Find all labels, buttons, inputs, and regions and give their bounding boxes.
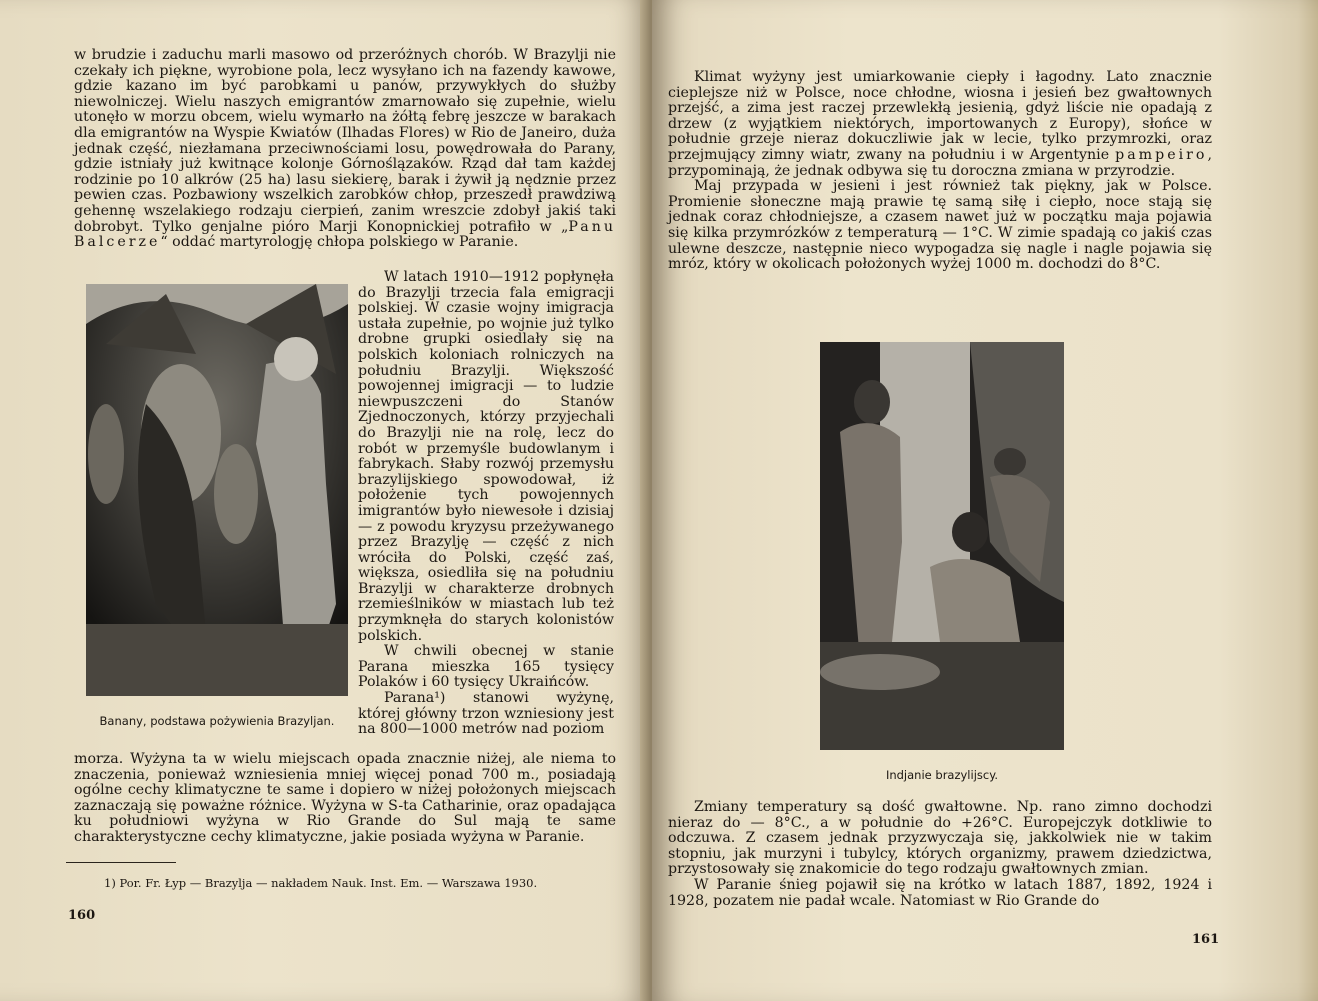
indians-caption: Indjanie brazylijscy. [885,768,999,782]
indians-photo [820,342,1064,750]
bananas-caption: Banany, podstawa pożywienia Brazyljan. [99,714,335,728]
right-top-paragraphs: Klimat wyżyny jest umiarkowanie ciepły i łagodny. Lato znacznie cieplejsze niż w Polsce, noce chłodne, wiosna i jesień bez gwałtownych przejść, a zima jest raczej przewlekłą jesienią, gdyż liście nie opadają z drzew (z wyjątkiem niektórych, importowanych z Europy), słońce w południe grzeje nieraz dokuczliwie jak w lecie, tylko przymrozki, oraz przejmujący zimny wiatr, zwany na południu i w Argentynie pampeiro, przypominają, że jednak odbywa się tu doroczna zmiana w przyrodzie. Maj przypada w jesieni i jest również tak piękny, jak w Polsce. Promienie słoneczne mają prawie tę samą siłę i ciepło, noce stają się jednak coraz chłodniejsze, a czasem nawet już w początku maja pojawia się kilka przymrózków z temperaturą — 1°C. W zimie spadają co jakiś czas ulewne deszcze, następnie nieco wypogadza się nagle i nagle pojawia się mróz, który w okolicach położonych wyżej 1000 m. dochodzi do 8°C. [668,69,1212,273]
footnote: 1) Por. Fr. Łyp — Brazylja — nakładem Nauk. Inst. Em. — Warszawa 1930. [104,876,538,890]
left-top-paragraph: w brudzie i zaduchu marli masowo od przeróżnych chorób. W Brazylji nie czekały ich piękne, wyrobione pola, lecz wysyłano ich na fazendy kawowe, gdzie kazano im być parobkami u panów, przywykłych do służby niewolniczej. Wielu naszych emigrantów zmarnowało się zupełnie, wielu utonęło w morzu obcem, wielu wymarło na żółtą febrę jeszcze w barakach dla emigrantów na Wyspie Kwiatów (Ilhadas Flores) w Rio de Janeiro, duża jednak część, niezłamana przeciwnościami losu, powędrowała do Parany, gdzie istniały już kwitnące kolonje Górnoślązaków. Rząd dał tam każdej rodzinie po 10 alkrów (25 ha) lasu siekierę, barak i żywił ją nędznie przez pewien czas. Pozbawiony wszelkich zarobków chłop, przeszedł prawdziwą gehennę wszelakiego rodzaju cierpień, zanim wreszcie zdobył jakiś taki dobrobyt. Tylko genjalne pióro Marji Konopnickiej potrafiło w „Panu Balcerze“ oddać martyrologję chłopa polskiego w Paranie. [74,47,616,251]
bananas-photo [86,284,348,696]
left-page [0,0,652,1001]
right-bottom-paragraphs: Zmiany temperatury są dość gwałtowne. Np. rano zimno dochodzi nieraz do — 8°C., a w południe do +26°C. Europejczyk dotkliwie to odczuwa. Z czasem jednak przyzwyczaja się, jakkolwiek nie w takim stopniu, jak murzyni i tubylcy, których organizmy, prawem dziedzictwa, przystosowały się znakomicie do tego rodzaju gwałtownych zmian. W Paranie śnieg pojawił się na krótko w latach 1887, 1892, 1924 i 1928, pozatem nie padał wcale. Natomiast w Rio Grande do [668,799,1212,909]
left-wrap-paragraphs: W latach 1910—1912 popłynęła do Brazylji trzecia fala emigracji polskiej. W czasie wojny imigracja ustała zupełnie, po wojnie już tylko drobne grupki osiedlały się na polskich koloniach rolniczych na południu Brazylji. Większość powojennej imigracji — to ludzie niewpuszczeni do Stanów Zjednoczonych, którzy przyjechali do Brazylji nie na rolę, lecz do robót w przemyśle budowlanym i fabrykach. Słaby rozwój przemysłu brazylijskiego spowodował, iż położenie tych powojennych imigrantów było niewesołe i dzisiaj — z powodu kryzysu przeżywanego przez Brazylję — część z nich wróciła do Polski, część zaś, większa, osiedliła się na południu Brazylji w charakterze drobnych rzemieślników w miastach lub też przymknęła do starych kolonistów polskich. W chwili obecnej w stanie Parana mieszka 165 tysięcy Polaków i 60 tysięcy Ukraińców. Parana¹) stanowi wyżynę, której główny trzon wzniesiony jest na 800—1000 metrów nad poziom [358,269,614,738]
page-number-right: 161 [1192,932,1220,947]
page-number-left: 160 [68,908,96,923]
left-bottom-paragraph: morza. Wyżyna ta w wielu miejscach opada znacznie niżej, ale niema to znaczenia, ponieważ wzniesienia mniej więcej ponad 700 m., posiadają ogólne cechy klimatyczne te same i dopiero w niżej położonych miejscach zaznaczają się poważne różnice. Wyżyna w S-ta Catharinie, oraz opadająca ku południowi wyżyna w Rio Grande do Sul mają te same charakterystyczne cechy klimatyczne, jakie posiada wyżyna w Paranie. [74,751,616,845]
right-page [652,0,1318,1001]
footnote-rule [66,862,176,863]
